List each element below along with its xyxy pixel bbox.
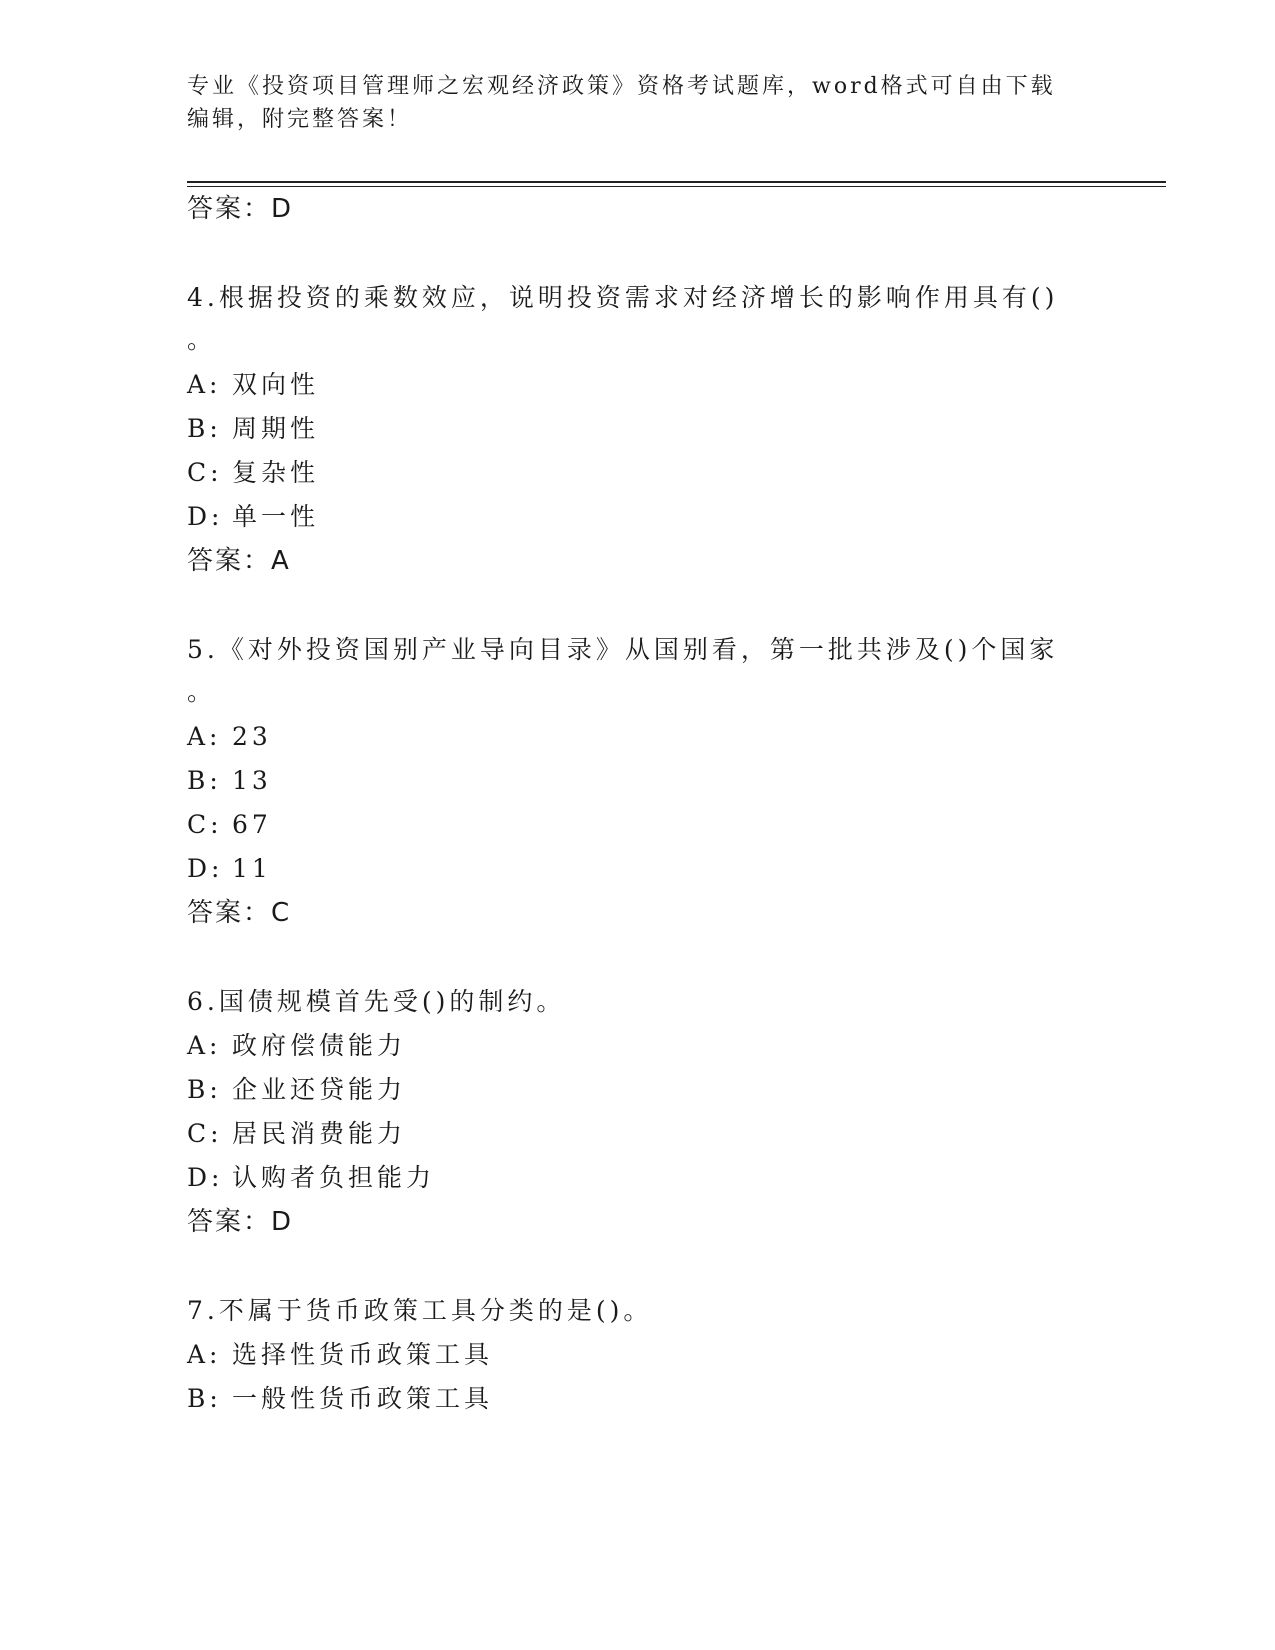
answer-line: 答案：C	[187, 898, 292, 928]
option-label: D:	[187, 854, 224, 883]
option-b	[187, 763, 1087, 799]
answer-line: 答案：D	[187, 1207, 294, 1237]
option-b	[187, 1381, 1087, 1417]
option-label: C:	[187, 810, 223, 839]
option-text: 选择性货币政策工具	[232, 1340, 494, 1369]
option-a	[187, 367, 1087, 403]
option-d	[187, 851, 1087, 887]
option-label: C:	[187, 458, 223, 487]
option-label: D:	[187, 502, 224, 531]
option-a	[187, 719, 1087, 755]
option-text: 周期性	[232, 414, 320, 443]
option-label: C:	[187, 1119, 223, 1148]
option-text: 67	[232, 810, 272, 839]
option-label: A:	[187, 1031, 222, 1060]
document-header: 专业《投资项目管理师之宏观经济政策》资格考试题库，word格式可自由下载编辑，附完整答案！	[187, 74, 1056, 132]
option-a	[187, 1337, 1087, 1373]
option-text: 单一性	[232, 502, 320, 531]
option-d	[187, 1160, 1087, 1196]
option-text: 政府偿债能力	[232, 1031, 407, 1060]
option-d	[187, 499, 1087, 535]
option-a	[187, 1028, 1087, 1064]
answer-line: 答案：A	[187, 546, 291, 576]
option-text: 双向性	[232, 370, 320, 399]
option-text: 认购者负担能力	[232, 1163, 436, 1192]
header-rule-thick	[187, 181, 1166, 183]
option-text: 23	[232, 722, 272, 751]
option-text: 企业还贷能力	[232, 1075, 407, 1104]
option-label: B:	[187, 766, 222, 795]
option-text: 居民消费能力	[232, 1119, 407, 1148]
option-label: B:	[187, 1075, 222, 1104]
question-stem-continuation: 。	[187, 325, 217, 354]
header-rule-thin	[187, 186, 1166, 187]
question-stem: 4.根据投资的乘数效应，说明投资需求对经济增长的影响作用具有()	[187, 283, 1059, 312]
option-b	[187, 411, 1087, 447]
option-label: D:	[187, 1163, 224, 1192]
option-label: A:	[187, 1340, 222, 1369]
option-b	[187, 1072, 1087, 1108]
option-text: 11	[232, 854, 272, 883]
option-text: 一般性货币政策工具	[232, 1384, 494, 1413]
option-text: 13	[232, 766, 272, 795]
option-c	[187, 455, 1087, 491]
question-stem-continuation: 。	[187, 677, 217, 706]
option-label: B:	[187, 1384, 222, 1413]
option-label: A:	[187, 370, 222, 399]
answer-line: 答案：D	[187, 194, 294, 224]
question-stem: 5.《对外投资国别产业导向目录》从国别看，第一批共涉及()个国家	[187, 635, 1059, 664]
option-label: B:	[187, 414, 222, 443]
option-text: 复杂性	[232, 458, 320, 487]
option-label: A:	[187, 722, 222, 751]
option-c	[187, 1116, 1087, 1152]
option-c	[187, 807, 1087, 843]
question-stem: 6.国债规模首先受()的制约。	[187, 987, 566, 1016]
question-stem: 7.不属于货币政策工具分类的是()。	[187, 1296, 653, 1325]
